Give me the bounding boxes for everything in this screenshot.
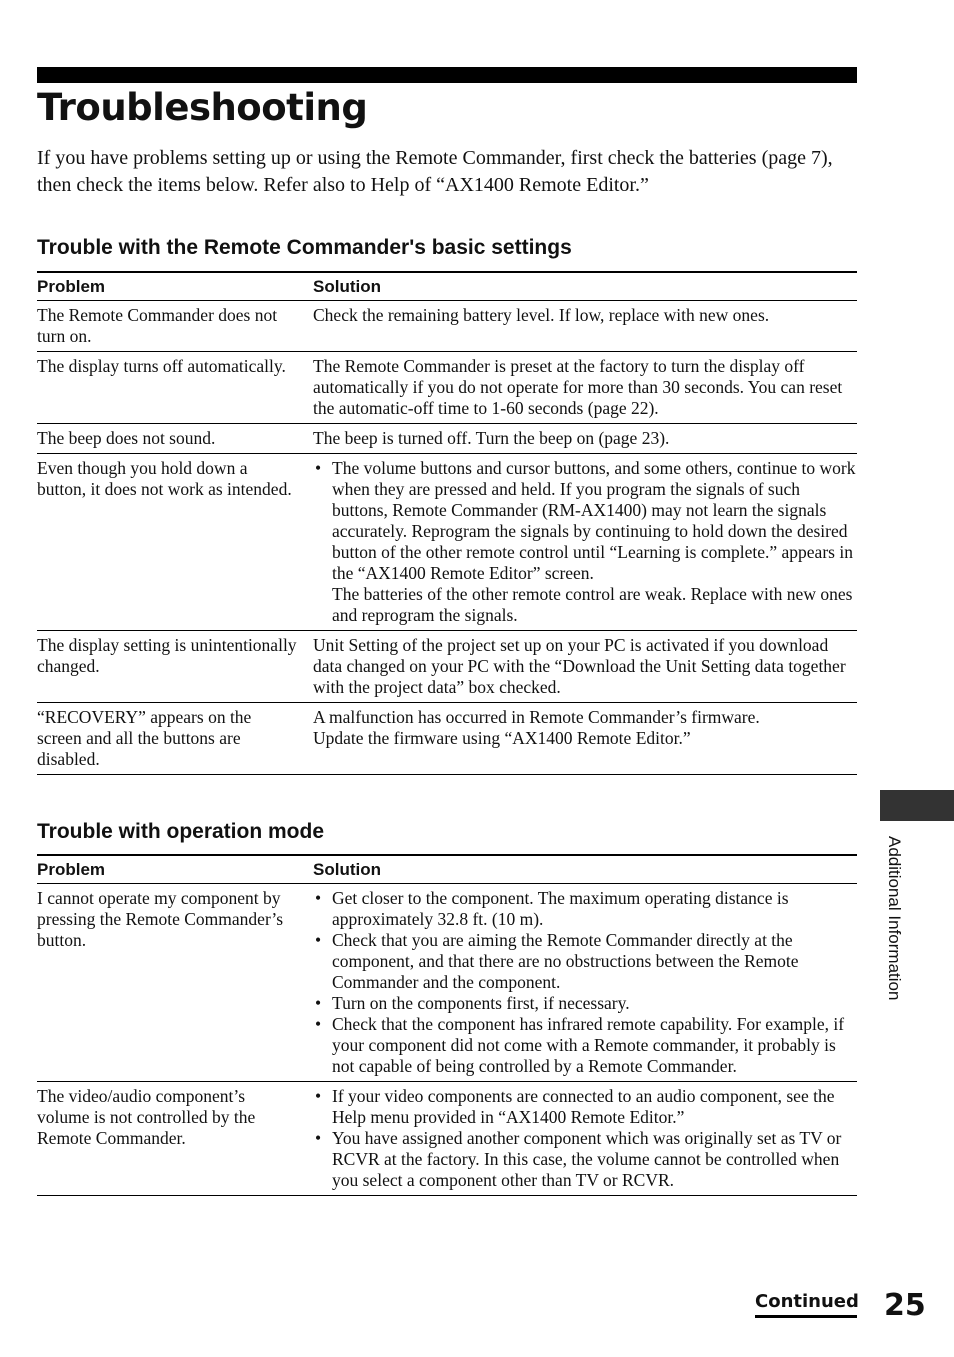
problem-cell: I cannot operate my component by pressing the Remote Commander’s button.	[37, 888, 284, 950]
operation-mode-table	[37, 854, 857, 1196]
problem-cell: The beep does not sound.	[37, 428, 216, 448]
problem-cell: The video/audio component’s volume is not controlled by the Remote Commander.	[37, 1086, 256, 1148]
solution-cell	[313, 301, 857, 352]
solution-cell	[313, 631, 857, 703]
solution-cell	[313, 424, 857, 454]
solution-cell	[313, 884, 857, 1082]
solution-bullets	[313, 1086, 857, 1191]
page-title: Troubleshooting	[37, 86, 368, 129]
solution-cell	[313, 1082, 857, 1196]
solution-cell	[313, 454, 857, 631]
solution-text: Unit Setting of the project set up on your PC is activated if you download data changed on your PC with the “Download the Unit Setting data together with the project data” box checked.	[313, 635, 846, 697]
header-problem: Problem	[37, 860, 106, 879]
section-heading-operation-mode: Trouble with operation mode	[37, 820, 325, 843]
solution-cell	[313, 352, 857, 424]
solution-bullet: • Turn on the components first, if necessary.	[313, 993, 857, 1014]
solution-bullets	[313, 888, 857, 1077]
section-tab-marker	[880, 790, 954, 821]
table-row	[37, 884, 857, 1082]
solution-bullet: • Check that the component has infrared remote capability. For example, if your component did not come with a Remote commander, it probably is not capable of being controlled by a Remote Commander.	[313, 1014, 857, 1077]
table-row	[37, 1082, 857, 1196]
solution-bullet: • Check that you are aiming the Remote Commander directly at the component, and that there are no obstructions between the Remote Commander and the component.	[313, 930, 857, 993]
table-row	[37, 703, 857, 775]
solution-text: A malfunction has occurred in Remote Commander’s firmware.	[313, 707, 760, 727]
solution-bullets	[313, 458, 857, 626]
solution-bullet: • If your video components are connected to an audio component, see the Help menu provided in “AX1400 Remote Editor.”	[313, 1086, 857, 1128]
solution-bullet: • You have assigned another component which was originally set as TV or RCVR at the factory. In this case, the volume cannot be controlled when you select a component other than TV or RCVR.	[313, 1128, 857, 1191]
solution-text: Check the remaining battery level. If low, replace with new ones.	[313, 305, 770, 325]
table-header-row	[37, 855, 857, 884]
solution-bullet: The batteries of the other remote control are weak. Replace with new ones and reprogram the signals.	[332, 584, 853, 625]
solution-bullet: • The volume buttons and cursor buttons, and some others, continue to work when they are pressed and held. If you program the signals of such buttons, Remote Commander (RM-AX1400) may not learn the signals accurately. Reprogram the signals by continuing to hold down the desired button of the other remote control until “Learning is complete.” appears in the “AX1400 Remote Editor” screen.	[313, 458, 857, 584]
problem-cell: The Remote Commander does not turn on.	[37, 305, 278, 346]
problem-cell: The display turns off automatically.	[37, 356, 286, 376]
problem-cell: Even though you hold down a button, it does not work as intended.	[37, 458, 292, 499]
section-heading-basic-settings: Trouble with the Remote Commander's basic settings	[37, 236, 572, 259]
table-row	[37, 352, 857, 424]
table-row	[37, 424, 857, 454]
title-rule	[37, 67, 857, 83]
intro-paragraph: If you have problems setting up or using the Remote Commander, first check the batteries (page 7), then check the items below. Refer also to Help of “AX1400 Remote Editor.”	[37, 147, 833, 196]
solution-bullet: • Get closer to the component. The maximum operating distance is approximately 32.8 ft. (10 m).	[313, 888, 857, 930]
table-row	[37, 301, 857, 352]
solution-text: The beep is turned off. Turn the beep on (page 23).	[313, 428, 670, 448]
table-row	[37, 631, 857, 703]
table-row	[37, 454, 857, 631]
header-solution: Solution	[313, 277, 381, 296]
basic-settings-table	[37, 271, 857, 775]
solution-cell	[313, 703, 857, 775]
continued-label: Continued	[755, 1290, 857, 1318]
page-number: 25	[884, 1288, 926, 1323]
problem-cell: “RECOVERY” appears on the screen and all the buttons are disabled.	[37, 707, 252, 769]
solution-text: The Remote Commander is preset at the factory to turn the display off automatically if you do not operate for more than 30 seconds. You can reset the automatic-off time to 1-60 seconds (page 22).	[313, 356, 843, 418]
header-problem: Problem	[37, 277, 106, 296]
problem-cell: The display setting is unintentionally changed.	[37, 635, 297, 676]
solution-text: Update the firmware using “AX1400 Remote Editor.”	[313, 728, 691, 748]
header-solution: Solution	[313, 860, 381, 879]
side-section-label: Additional Information	[885, 836, 904, 1001]
table-header-row	[37, 272, 857, 301]
